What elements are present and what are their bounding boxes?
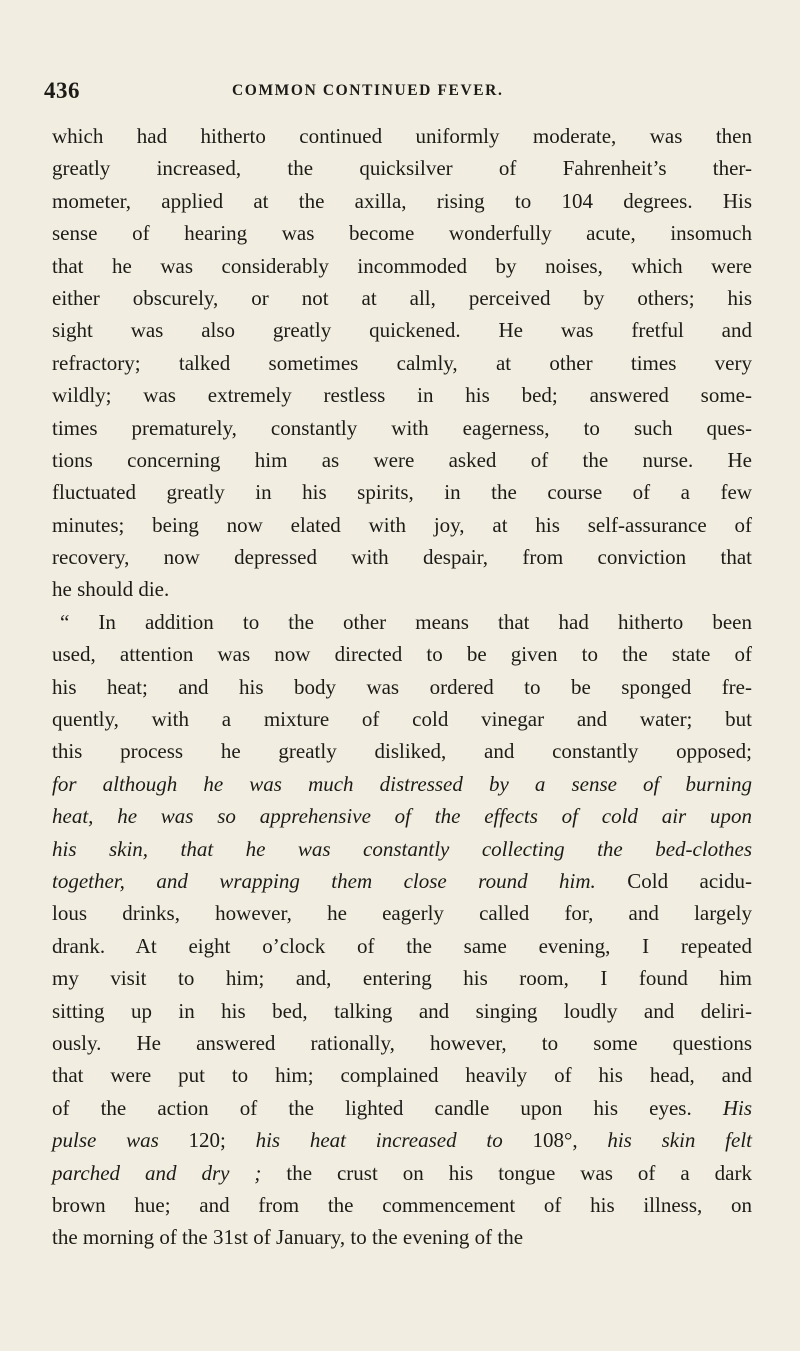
text-line bbox=[52, 185, 752, 217]
text-line bbox=[52, 1157, 752, 1189]
text-segment: ously. He answered rationally, however, to some questions bbox=[52, 1030, 752, 1055]
text-line bbox=[52, 1221, 752, 1253]
text-segment: drank. At eight o’clock of the same evening, I repeated bbox=[52, 933, 752, 958]
text-segment: brown hue; and from the commencement of his illness, on bbox=[52, 1192, 752, 1217]
italic-text-segment: heat, he was so apprehensive of the effects of cold air upon bbox=[52, 804, 752, 829]
text-segment: the crust on his tongue was of a dark bbox=[261, 1160, 752, 1185]
text-line bbox=[52, 1124, 752, 1156]
text-line bbox=[52, 120, 752, 152]
text-line bbox=[52, 541, 752, 573]
text-line bbox=[52, 735, 752, 767]
text-segment: refractory; talked sometimes calmly, at other times very bbox=[52, 350, 752, 375]
italic-text-segment: his heat increased to bbox=[255, 1128, 503, 1153]
text-segment: this process he greatly disliked, and constantly opposed; bbox=[52, 739, 752, 764]
running-head bbox=[44, 78, 744, 108]
text-segment: greatly increased, the quicksilver of Fahrenheit’s ther- bbox=[52, 156, 752, 181]
text-line bbox=[52, 768, 752, 800]
text-line bbox=[52, 509, 752, 541]
text-segment: minutes; being now elated with joy, at his self-assurance of bbox=[52, 512, 752, 537]
text-segment: that he was considerably incommoded by noises, which were bbox=[52, 253, 752, 278]
text-line bbox=[52, 379, 752, 411]
text-segment: sight was also greatly quickened. He was fretful and bbox=[52, 318, 752, 343]
text-segment: 108°, bbox=[502, 1128, 608, 1153]
text-segment: sense of hearing was become wonderfully acute, insomuch bbox=[52, 221, 752, 246]
text-line bbox=[52, 833, 752, 865]
text-segment: mometer, applied at the axilla, rising to 104 degrees. His bbox=[52, 188, 752, 213]
body-text bbox=[52, 120, 752, 1254]
italic-text-segment: for although he was much distressed by a sense of burning bbox=[52, 771, 752, 796]
text-segment: recovery, now depressed with despair, from conviction that bbox=[52, 545, 752, 570]
text-segment: the morning of the 31st of January, to the evening of the bbox=[52, 1225, 524, 1250]
text-line bbox=[52, 930, 752, 962]
text-segment: he should die. bbox=[52, 577, 170, 602]
text-segment: my visit to him; and, entering his room, I found him bbox=[52, 966, 752, 991]
text-line bbox=[52, 573, 752, 605]
text-segment: quently, with a mixture of cold vinegar and water; but bbox=[52, 707, 752, 732]
text-line bbox=[52, 314, 752, 346]
text-line bbox=[52, 1059, 752, 1091]
text-segment: tions concerning him as were asked of the nurse. He bbox=[52, 447, 752, 472]
text-line bbox=[52, 250, 752, 282]
text-segment: “ In addition to the other means that had hitherto been bbox=[60, 609, 752, 634]
text-segment: lous drinks, however, he eagerly called for, and largely bbox=[52, 901, 752, 926]
text-line bbox=[52, 412, 752, 444]
text-line bbox=[52, 476, 752, 508]
text-segment: used, attention was now directed to be given to the state of bbox=[52, 642, 752, 667]
text-segment: his heat; and his body was ordered to be sponged fre- bbox=[52, 674, 752, 699]
text-segment: sitting up in his bed, talking and singing loudly and deliri- bbox=[52, 998, 752, 1023]
text-line bbox=[52, 217, 752, 249]
text-segment: which had hitherto continued uniformly moderate, was then bbox=[52, 124, 752, 148]
page-number: 436 bbox=[44, 78, 80, 103]
italic-text-segment: his skin felt bbox=[607, 1128, 752, 1153]
text-line bbox=[52, 703, 752, 735]
italic-text-segment: together, and wrapping them close round him. bbox=[52, 868, 596, 893]
running-title: COMMON CONTINUED FEVER. bbox=[232, 82, 504, 99]
text-line bbox=[52, 347, 752, 379]
text-segment: wildly; was extremely restless in his bed; answered some- bbox=[52, 383, 752, 408]
italic-text-segment: pulse was bbox=[52, 1128, 159, 1153]
text-segment: either obscurely, or not at all, perceived by others; his bbox=[52, 285, 752, 310]
text-line bbox=[52, 152, 752, 184]
text-line bbox=[52, 897, 752, 929]
text-segment: fluctuated greatly in his spirits, in the course of a few bbox=[52, 480, 752, 505]
text-line bbox=[52, 282, 752, 314]
text-line bbox=[52, 444, 752, 476]
text-line bbox=[52, 638, 752, 670]
text-line bbox=[52, 865, 752, 897]
text-line bbox=[52, 1092, 752, 1124]
text-line bbox=[52, 606, 752, 638]
italic-text-segment: His bbox=[722, 1095, 752, 1120]
italic-text-segment: his skin, that he was constantly collecting the bed-clothes bbox=[52, 836, 752, 861]
text-line bbox=[52, 1027, 752, 1059]
italic-text-segment: parched and dry ; bbox=[52, 1160, 262, 1185]
text-segment: Cold acidu- bbox=[595, 868, 753, 893]
text-line bbox=[52, 962, 752, 994]
text-segment: that were put to him; complained heavily of his head, and bbox=[52, 1063, 752, 1088]
text-line bbox=[52, 995, 752, 1027]
text-line bbox=[52, 671, 752, 703]
text-line bbox=[52, 1189, 752, 1221]
text-segment: 120; bbox=[158, 1128, 256, 1153]
text-segment: times prematurely, constantly with eagerness, to such ques- bbox=[52, 415, 752, 440]
text-line bbox=[52, 800, 752, 832]
text-segment: of the action of the lighted candle upon his eyes. bbox=[52, 1095, 723, 1120]
